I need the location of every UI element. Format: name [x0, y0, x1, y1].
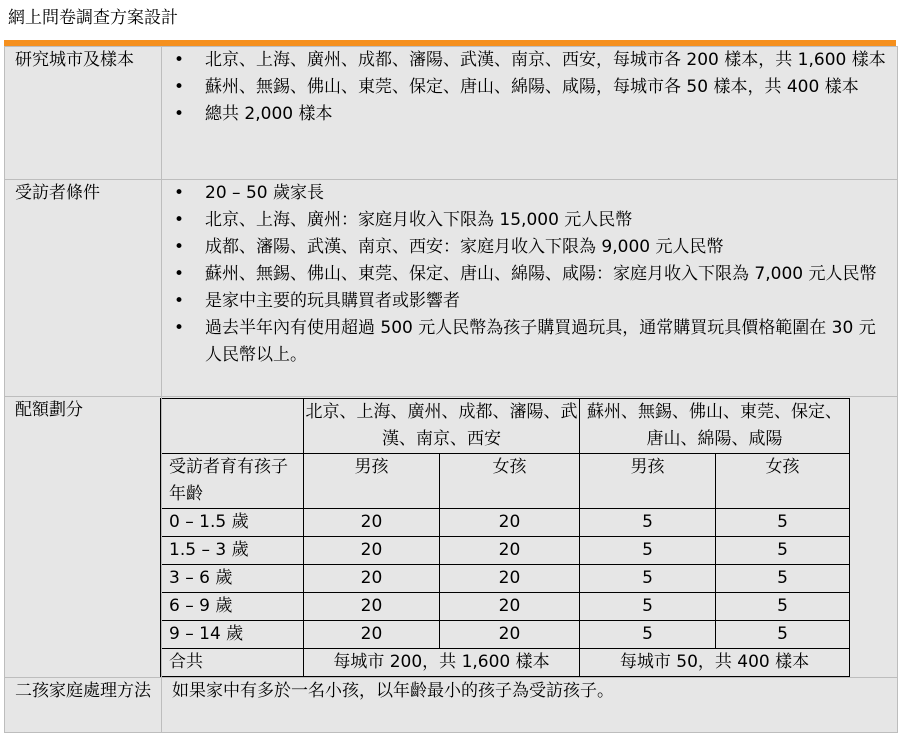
- quota-gender-row: [161, 454, 850, 509]
- row-respondents: [5, 180, 898, 397]
- quota-total-row: [161, 649, 850, 677]
- row-label-quota: 配額劃分: [5, 397, 162, 678]
- list-item: • 是家中主要的玩具購買者或影響者: [162, 288, 891, 315]
- quota-value-cell: 5: [580, 593, 716, 621]
- list-item: • 成都、瀋陽、武漢、南京、西安：家庭月收入下限為 9,000 元人民幣: [162, 234, 891, 261]
- quota-value-cell: 5: [716, 565, 850, 593]
- row-label-cities: 研究城市及樣本: [5, 47, 162, 180]
- quota-total-group1: 每城市 200，共 1,600 樣本: [304, 649, 580, 677]
- quota-value-cell: 5: [580, 537, 716, 565]
- list-item: • 過去半年內有使用超過 500 元人民幣為孩子購買過玩具，通常購買玩具價格範圍在 30 元人民幣以上。: [162, 315, 891, 369]
- respondents-list: [162, 180, 891, 369]
- quota-value-cell: 20: [440, 621, 580, 649]
- quota-value-cell: 5: [580, 565, 716, 593]
- quota-value-cell: 5: [716, 537, 850, 565]
- row-label-respondents: 受訪者條件: [5, 180, 162, 397]
- row-content-quota: [162, 397, 898, 678]
- quota-value-cell: 5: [580, 509, 716, 537]
- survey-design-table: [4, 46, 898, 733]
- row-content-cities: [162, 47, 898, 180]
- list-item: • 蘇州、無錫、佛山、東莞、保定、唐山、綿陽、咸陽：家庭月收入下限為 7,000 元人民幣: [162, 261, 891, 288]
- quota-value-cell: 20: [304, 565, 440, 593]
- row-content-twochild: 如果家中有多於一名小孩，以年齡最小的孩子為受訪孩子。: [162, 678, 898, 733]
- row-twochild: [5, 678, 898, 733]
- row-label-twochild: 二孩家庭處理方法: [5, 678, 162, 733]
- quota-group2-header: 蘇州、無錫、佛山、東莞、保定、唐山、綿陽、咸陽: [580, 399, 850, 454]
- list-item: • 北京、上海、廣州：家庭月收入下限為 15,000 元人民幣: [162, 207, 891, 234]
- quota-girl-header: 女孩: [716, 454, 850, 509]
- quota-age-cell: 3 – 6 歲: [161, 565, 304, 593]
- list-item: • 北京、上海、廣州、成都、瀋陽、武漢、南京、西安，每城市各 200 樣本，共 1,600 樣本: [162, 47, 891, 74]
- quota-value-cell: 5: [716, 593, 850, 621]
- quota-age-header: 受訪者育有孩子年齡: [161, 454, 304, 509]
- quota-value-cell: 5: [716, 621, 850, 649]
- table-row: [161, 537, 850, 565]
- quota-value-cell: 20: [304, 509, 440, 537]
- table-row: [161, 621, 850, 649]
- page-title: 網上問卷調查方案設計: [8, 8, 178, 28]
- quota-value-cell: 5: [716, 509, 850, 537]
- quota-age-cell: 6 – 9 歲: [161, 593, 304, 621]
- quota-value-cell: 20: [440, 509, 580, 537]
- quota-value-cell: 20: [304, 621, 440, 649]
- table-row: [161, 593, 850, 621]
- row-content-respondents: [162, 180, 898, 397]
- quota-value-cell: 20: [440, 593, 580, 621]
- quota-girl-header: 女孩: [440, 454, 580, 509]
- table-row: [161, 565, 850, 593]
- list-item: • 總共 2,000 樣本: [162, 101, 891, 128]
- quota-value-cell: 20: [304, 537, 440, 565]
- quota-age-cell: 9 – 14 歲: [161, 621, 304, 649]
- cities-list: [162, 47, 891, 128]
- quota-age-cell: 1.5 – 3 歲: [161, 537, 304, 565]
- row-quota: [5, 397, 898, 678]
- quota-group1-header: 北京、上海、廣州、成都、瀋陽、武漢、南京、西安: [304, 399, 580, 454]
- row-cities: [5, 47, 898, 180]
- quota-table: [160, 398, 850, 677]
- quota-value-cell: 20: [440, 537, 580, 565]
- quota-boy-header: 男孩: [304, 454, 440, 509]
- quota-total-label: 合共: [161, 649, 304, 677]
- quota-boy-header: 男孩: [580, 454, 716, 509]
- quota-header-row: [161, 399, 850, 454]
- quota-age-cell: 0 – 1.5 歲: [161, 509, 304, 537]
- list-item: • 蘇州、無錫、佛山、東莞、保定、唐山、綿陽、咸陽，每城市各 50 樣本，共 400 樣本: [162, 74, 891, 101]
- list-item: • 20 – 50 歲家長: [162, 180, 891, 207]
- quota-value-cell: 5: [580, 621, 716, 649]
- quota-value-cell: 20: [304, 593, 440, 621]
- quota-total-group2: 每城市 50，共 400 樣本: [580, 649, 850, 677]
- table-row: [161, 509, 850, 537]
- quota-empty-corner: [161, 399, 304, 454]
- quota-value-cell: 20: [440, 565, 580, 593]
